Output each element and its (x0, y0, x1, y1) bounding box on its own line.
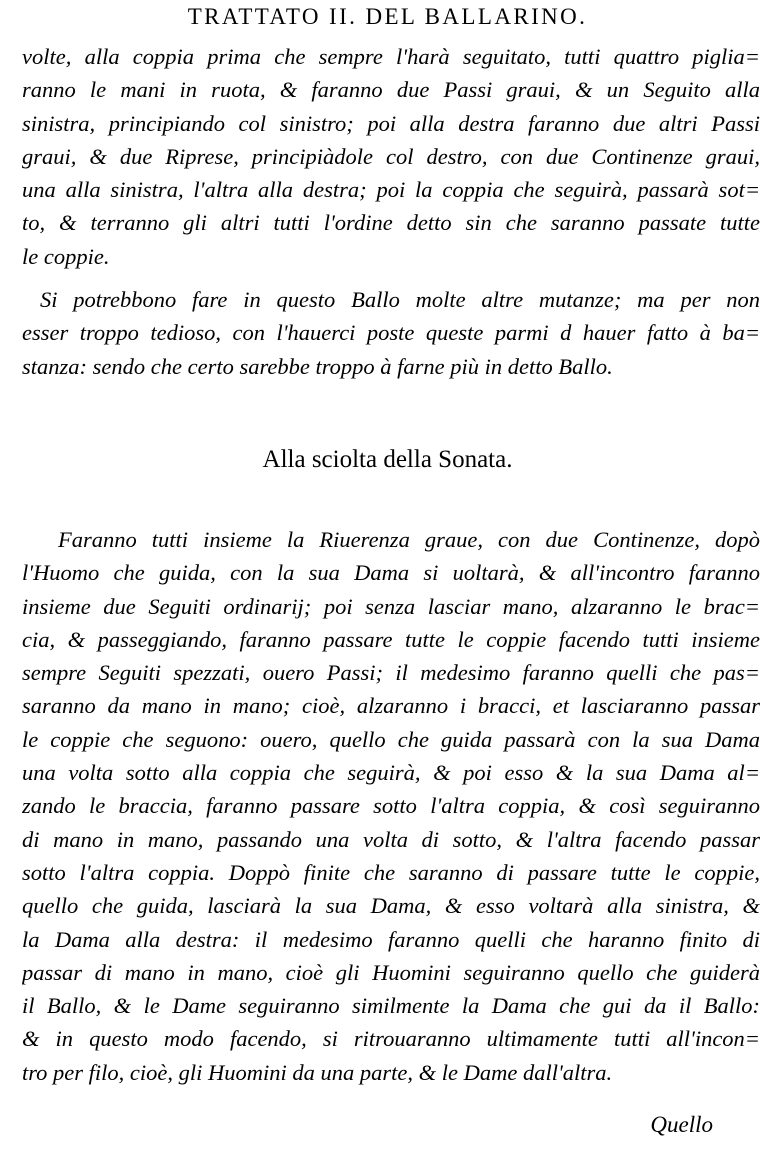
text-line: to, & terranno gli altri tutti l'ordine detto sin che saranno passate tutte (22, 210, 760, 236)
text-line: sinistra, principiando col sinistro; poi alla destra faranno due altri Passi (22, 110, 760, 136)
catchword: Quello (650, 1112, 713, 1137)
text-line: quello che guida, lasciarà la sua Dama, & esso voltarà alla sinistra, & (22, 893, 760, 919)
text-line: l'Huomo che guida, con la sua Dama si uoltarà, & all'incontro faranno (22, 560, 760, 586)
paragraph-sciolta (22, 523, 760, 1089)
text-line: le coppie. (22, 243, 110, 269)
text-line: esser troppo tedioso, con l'hauerci poste queste parmi d hauer fatto à ba= (22, 320, 760, 346)
section-heading: Alla sciolta della Sonata. (262, 446, 513, 473)
text-line: una volta sotto alla coppia che seguirà, & poi esso & la sua Dama al= (22, 760, 760, 786)
paragraph-continued (22, 40, 760, 273)
text-line: il Ballo, & le Dame seguiranno similmente la Dama che gui da il Ballo: (22, 993, 760, 1019)
text-line: insieme due Seguiti ordinarij; poi senza lasciar mano, alzaranno le brac= (22, 593, 760, 619)
running-head: TRATTATO II. DEL BALLARINO. (187, 4, 588, 29)
text-line: zando le braccia, faranno passare sotto l'altra coppia, & così seguiranno (22, 793, 760, 819)
text-line: cia, & passeggiando, faranno passare tutte le coppie facendo tutti insieme (22, 626, 760, 652)
text-line: saranno da mano in mano; cioè, alzaranno i bracci, et lasciaranno passar (22, 693, 760, 719)
text-line: sotto l'altra coppia. Doppò finite che saranno di passare tutte le coppie, (22, 859, 760, 885)
text-line: volte, alla coppia prima che sempre l'harà seguitato, tutti quattro piglia= (22, 44, 760, 69)
text-line: di mano in mano, passando una volta di sotto, & l'altra facendo passar (22, 826, 760, 852)
text-line: Faranno tutti insieme la Riuerenza graue, con due Continenze, dopò (58, 527, 760, 552)
text-line: la Dama alla destra: il medesimo faranno quelli che haranno finito di (22, 926, 760, 952)
text-line: una alla sinistra, l'altra alla destra; poi la coppia che seguirà, passarà sot= (22, 177, 760, 203)
text-line: & in questo modo facendo, si ritrouaranno ultimamente tutti all'incon= (22, 1026, 760, 1052)
text-line: graui, & due Riprese, principiàdole col destro, con due Continenze graui, (22, 143, 760, 169)
text-line: passar di mano in mano, cioè gli Huomini seguiranno quello che guiderà (22, 959, 760, 985)
text-line: Si potrebbono fare in questo Ballo molte altre mutanze; ma per non (40, 287, 760, 312)
paragraph-mutanze (22, 283, 760, 383)
text-line: stanza: sendo che certo sarebbe troppo à farne più in detto Ballo. (22, 353, 613, 379)
text-line: tro per filo, cioè, gli Huomini da una parte, & le Dame dall'altra. (22, 1059, 613, 1085)
text-line: sempre Seguiti spezzati, ouero Passi; il medesimo faranno quelli che pas= (22, 660, 760, 686)
text-line: ranno le mani in ruota, & faranno due Passi graui, & un Seguito alla (22, 77, 760, 103)
text-line: le coppie che seguono: ouero, quello che guida passarà con la sua Dama (22, 726, 760, 752)
